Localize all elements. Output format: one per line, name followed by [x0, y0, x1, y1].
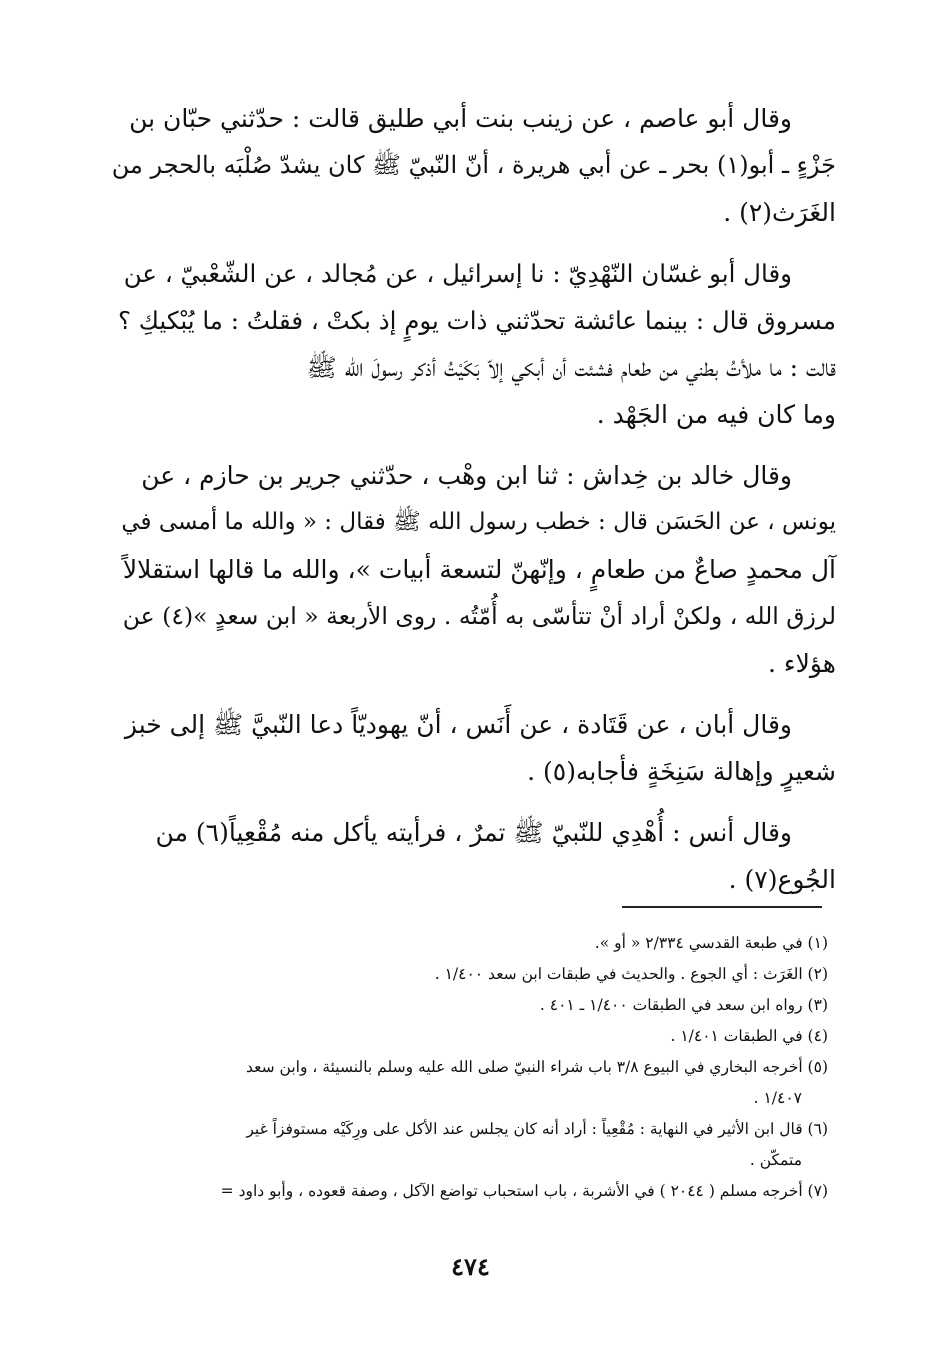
footnote: (٤) في الطبقات ١/٤٠١ .	[670, 1027, 828, 1045]
main-text	[112, 95, 836, 917]
footnote-separator	[622, 906, 822, 908]
text-line: لرزق الله ، ولكنْ أراد أنْ تتأسّى به أُمّتُه . روى الأربعة « ابن سعدٍ »(٤) عن	[122, 602, 836, 630]
text-line: شعيرٍ وإهالة سَنِخَةٍ فأجابه(٥) .	[527, 757, 836, 786]
text-line: وما كان فيه من الجَهْد .	[596, 400, 836, 429]
text-line: هؤلاء .	[767, 649, 836, 678]
text-line: يونس ، عن الحَسَن قال : خطب رسول الله ﷺ فقال : « والله ما أمسى في	[121, 509, 836, 535]
page-number: ٤٧٤	[451, 1252, 490, 1281]
text-line: وقال خالد بن خِداش : ثنا ابن وهْب ، حدّثني جرير بن حازم ، عن	[141, 461, 792, 490]
footnote-continuation: ١/٤٠٧ .	[753, 1089, 802, 1107]
footnote-continuation: متمكّن .	[749, 1151, 802, 1169]
footnotes	[112, 928, 828, 1207]
paragraph	[112, 452, 836, 687]
footnote: (١) في طبعة القدسي ٢/٣٣٤ « أو ».	[594, 934, 828, 952]
text-line: وقال أنس : أُهْدِي للنّبيّ ﷺ تمرٌ ، فرأيته يأكل منه مُقْعِياً(٦) من	[155, 818, 792, 847]
text-line: الجُوع(٧) .	[728, 865, 836, 894]
text-line: مسروق قال : بينما عائشة تحدّثني ذات يومٍ إذ بكتْ ، فقلتُ : ما يُبْكيكِ ؟	[117, 306, 836, 335]
text-line: الغَرَث(٢) .	[723, 198, 836, 227]
text-line: وقال أبو غسّان النّهْدِيّ : نا إسرائيل ، عن مُجالد ، عن الشّعْبيّ ، عن	[123, 259, 792, 288]
text-line: آل محمدٍ صاعٌ من طعامٍ ، وإنّهنّ لتسعة أبيات »، والله ما قالها استقلالاً	[122, 555, 836, 584]
text-line: جَزْءٍ ـ أبو(١) بحر ـ عن أبي هريرة ، أنّ النّبيّ ﷺ كان يشدّ صُلْبَه بالحجر من	[111, 151, 836, 179]
paragraph	[112, 701, 836, 795]
footnote: (٣) رواه ابن سعد في الطبقات ١/٤٠٠ ـ ٤٠١ .	[539, 996, 828, 1014]
footnote: (٦) قال ابن الأثير في النهاية : مُقْعِياً : أراد أنه كان يجلس عند الأكل على ورِكَيْه مستوفزاً غير	[246, 1120, 828, 1138]
paragraph	[112, 250, 836, 438]
footnote: (٧) أخرجه مسلم ( ٢٠٤٤ ) في الأشربة ، باب استحباب تواضع الآكل ، وصفة قعوده ، وأبو داود =	[220, 1182, 828, 1200]
paragraph	[112, 95, 836, 236]
text-line: وقال أبان ، عن قَتَادة ، عن أَنَس ، أنّ يهوديّاً دعا النّبيَّ ﷺ إلى خبز	[124, 710, 792, 739]
text-line: وقال أبو عاصم ، عن زينب بنت أبي طليق قالت : حدّثني حبّان بن	[129, 104, 792, 133]
paragraph	[112, 809, 836, 903]
text-line: قالت : ما ملأتُ بطني من طعام فشئت أن أبكي إلاّ بَكَيْتُ أذكر رسولَ الله ﷺ	[306, 353, 836, 382]
footnote: (٢) الغَرَث : أي الجوع . والحديث في طبقات ابن سعد ١/٤٠٠ .	[434, 965, 828, 983]
footnote: (٥) أخرجه البخاري في البيوع ٣/٨ باب شراء النبيّ صلى الله عليه وسلم بالنسيئة ، وابن سعد	[246, 1058, 828, 1076]
